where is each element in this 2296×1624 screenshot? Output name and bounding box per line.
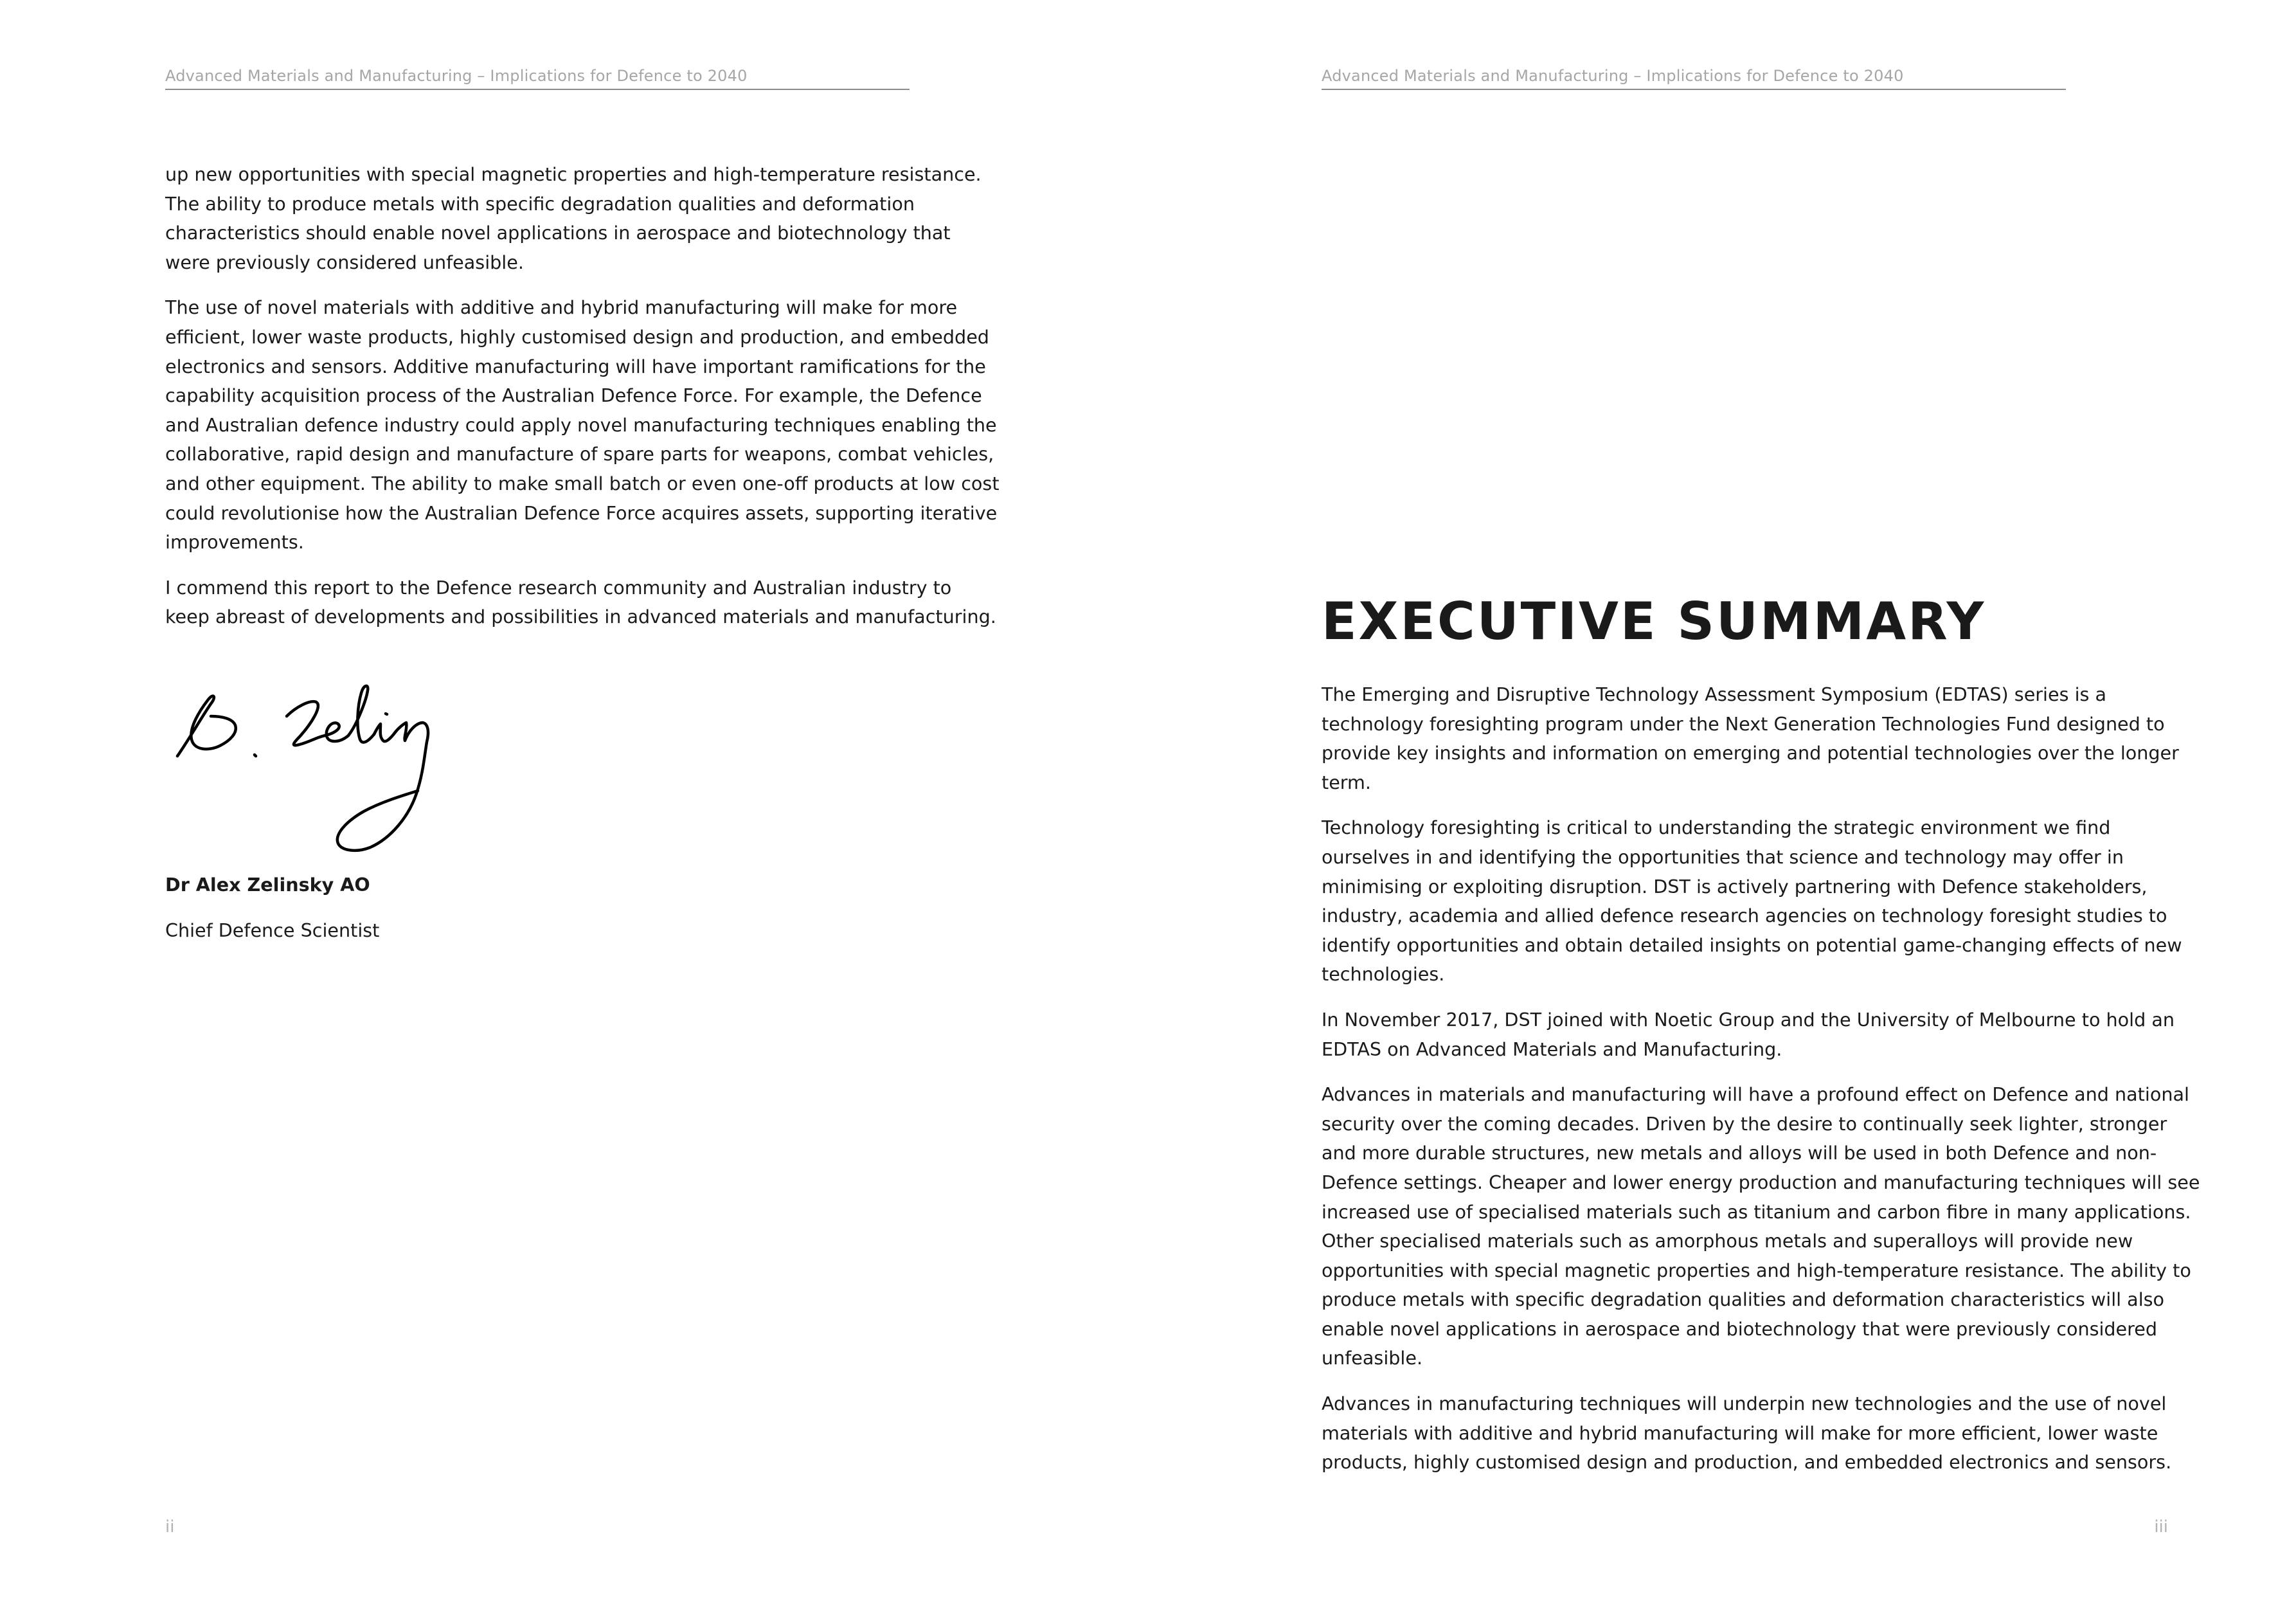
right-page xyxy=(1148,0,2296,1624)
right-paragraph-3: In November 2017, DST joined with Noetic Group and the University of Melbourne to hold an EDTAS on Advanced Materials and Manufacturing. xyxy=(1322,1008,2175,1060)
right-body-text xyxy=(1322,680,2202,1493)
running-header-right: Advanced Materials and Manufacturing – Implications for Defence to 2040 xyxy=(1322,67,2066,90)
right-paragraph-5: Advances in manufacturing techniques will underpin new technologies and the use of novel materials with additive and hybrid manufacturing will make for more efficient, lower waste products, highly customised design and production, and embedded electronics and sensors. xyxy=(1322,1393,2172,1474)
left-paragraph-3: I commend this report to the Defence research community and Australian industry to keep abreast of developments and possibilities in advanced materials and manufacturing. xyxy=(165,576,996,628)
signatory-name: Dr Alex Zelinsky AO xyxy=(165,874,370,896)
left-paragraph-2: The use of novel materials with additive and hybrid manufacturing will make for more efficient, lower waste products, highly customised design and production, and embedded electronics and sensors. Additive manufacturing will have important ramifications for the capability acquisition process of the Australian Defence Force. For example, the Defence and Australian defence industry could apply novel manufacturing techniques enabling the collaborative, rapid design and manufacture of spare parts for weapons, combat vehicles, and other equipment. The ability to make small batch or even one-off products at low cost could revolutionise how the Australian Defence Force acquires assets, supporting iterative improvements. xyxy=(165,296,1000,554)
right-paragraph-1: The Emerging and Disruptive Technology Assessment Symposium (EDTAS) series is a technology foresighting program under the Next Generation Technologies Fund designed to provide key insights and information on emerging and potential technologies over the longer term. xyxy=(1322,683,2179,793)
right-paragraph-2: Technology foresighting is critical to understanding the strategic environment we find ourselves in and identifying the opportunities that science and technology may offer in minimising or exploiting disruption. DST is actively partnering with Defence stakeholders, industry, academia and allied defence research agencies on technology foresight studies to identify opportunities and obtain detailed insights on potential game-changing effects of new technologies. xyxy=(1322,817,2182,986)
left-paragraph-1: up new opportunities with special magnetic properties and high-temperature resistance. The ability to produce metals with specific degradation qualities and deformation characteristics should enable novel applications in aerospace and biotechnology that were previously considered unfeasible. xyxy=(165,163,982,273)
section-heading: EXECUTIVE SUMMARY xyxy=(1322,591,1986,651)
signatory-title: Chief Defence Scientist xyxy=(165,919,380,941)
running-header-left: Advanced Materials and Manufacturing – Implications for Defence to 2040 xyxy=(165,67,910,90)
page-number-right: iii xyxy=(2154,1517,2168,1537)
page-number-left: ii xyxy=(165,1517,175,1537)
right-paragraph-4: Advances in materials and manufacturing will have a profound effect on Defence and national security over the coming decades. Driven by the desire to continually seek lighter, stronger and more durable structures, new metals and alloys will be used in both Defence and non-Defence settings. Cheaper and lower energy production and manufacturing techniques will see increased use of specialised materials such as titanium and carbon fibre in many applications. Other specialised materials such as amorphous metals and superalloys will provide new opportunities with special magnetic properties and high-temperature resistance. The ability to produce metals with specific degradation qualities and deformation characteristics will also enable novel applications in aerospace and biotechnology that were previously considered unfeasible. xyxy=(1322,1083,2200,1369)
left-body-text xyxy=(165,160,1001,648)
handwritten-signature xyxy=(174,674,495,860)
